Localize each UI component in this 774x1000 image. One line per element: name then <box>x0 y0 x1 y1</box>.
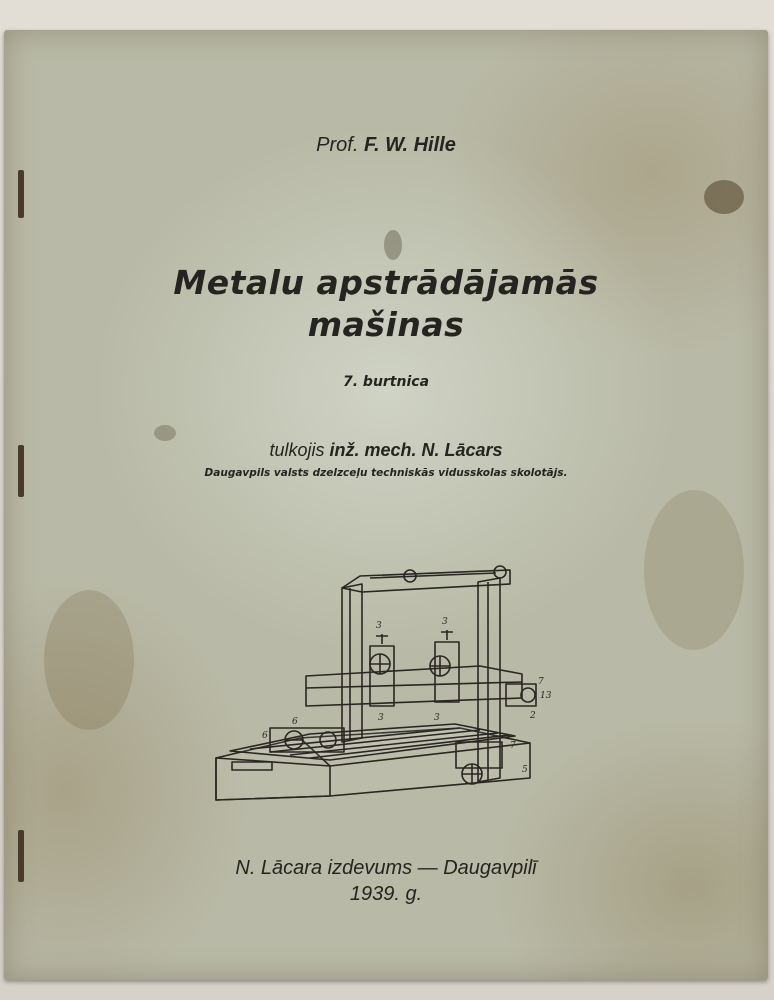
stain <box>44 590 134 730</box>
part-number-label: 6 <box>292 717 298 727</box>
part-number-label: 7 <box>538 677 544 687</box>
handle <box>376 634 388 644</box>
cross-rail <box>306 666 522 706</box>
stain <box>384 230 402 260</box>
part-number-label: 3 <box>376 621 382 631</box>
staple <box>18 170 24 218</box>
title-line-2: mašinas <box>307 305 465 344</box>
stain <box>704 180 744 214</box>
stain <box>154 425 176 441</box>
publication-year: 1939. g. <box>349 883 423 905</box>
part-number-label: 13 <box>540 691 552 701</box>
part-number-label: 6 <box>262 731 268 741</box>
part-number-label: 7 <box>510 741 516 751</box>
publisher-line: N. Lācara izdevums — Daugavpilī <box>235 857 537 879</box>
translator-line <box>4 440 768 461</box>
handle <box>441 630 453 640</box>
translator-name: inž. mech. N. Lācars <box>329 440 503 460</box>
booklet-number: 7. burtnica <box>342 374 430 390</box>
book-cover <box>4 30 768 980</box>
planing-machine-illustration <box>210 538 550 828</box>
translator-affiliation: Daugavpils valsts dzelzceļu techniskās vidusskolas skolotājs. <box>204 467 568 479</box>
part-number-label: 3 <box>442 617 448 627</box>
left-column <box>342 584 362 742</box>
title-line-1: Metalu apstrādājamās <box>173 263 599 302</box>
author-line <box>4 134 768 157</box>
part-number-label: 2 <box>530 711 536 721</box>
book-title <box>4 262 768 346</box>
part-number-label: 5 <box>522 765 528 775</box>
translator-role: tulkojis <box>269 440 325 460</box>
author-name: F. W. Hille <box>363 134 456 156</box>
author-prefix: Prof. <box>316 134 359 156</box>
part-number-label: 3 <box>378 713 384 723</box>
part-number-label: 3 <box>434 713 440 723</box>
stain <box>644 490 744 650</box>
